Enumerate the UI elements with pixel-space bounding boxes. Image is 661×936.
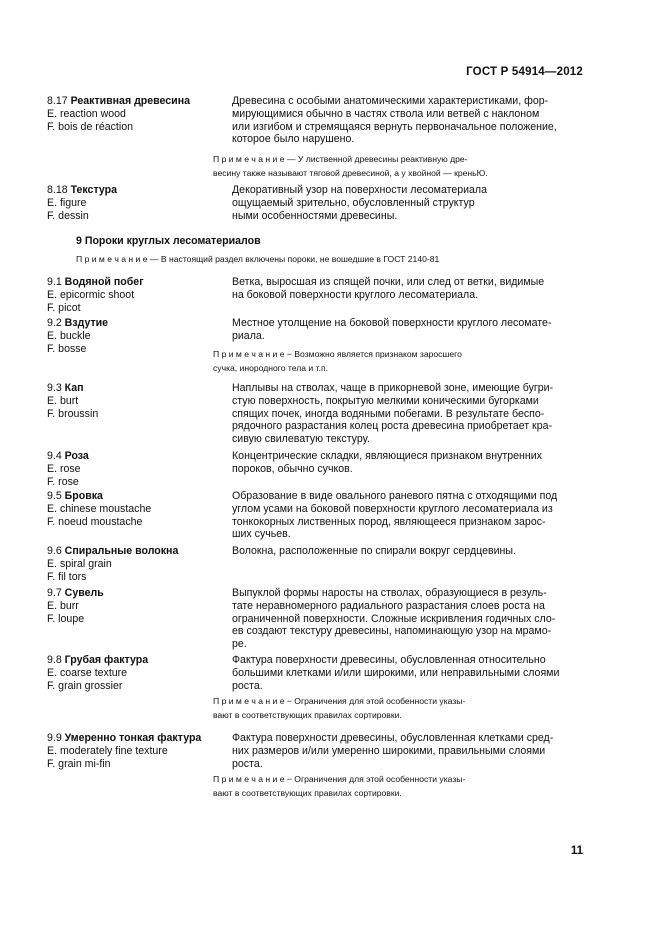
term-definition: [232, 276, 582, 302]
term-number: 8.17: [47, 95, 71, 107]
term-name: Умеренно тонкая фактура: [64, 732, 202, 744]
term-block: [47, 545, 227, 583]
definition-line: на боковой поверхности круглого лесоматериала.: [232, 288, 479, 301]
term-definition: [232, 732, 582, 770]
definition-line: ощущаемый зрительно, обусловленный структур: [232, 196, 475, 209]
term-number: 9.8: [47, 654, 65, 666]
section-title: 9 Пороки круглых лесоматериалов: [76, 235, 261, 247]
term-french: F. bois de réaction: [47, 120, 133, 133]
note-line: П р и м е ч а н и е − Возможно является признаком заросшего: [213, 349, 462, 359]
definition-line: ших сучьев.: [232, 528, 291, 541]
note-line: П р и м е ч а н и е — У лиственной древесины реактивную дре-: [213, 154, 468, 164]
term-name: Спиральные волокна: [64, 545, 179, 557]
term-block: [47, 654, 227, 692]
term-name: Роза: [64, 450, 89, 462]
term-block: [47, 450, 227, 488]
definition-line: мирующимися обычно в частях ствола или ветвей с наклоном: [232, 107, 540, 120]
page-header-standard: ГОСТ Р 54914—2012: [466, 66, 583, 78]
term-definition: [232, 382, 582, 446]
term-french: F. noeud moustache: [47, 515, 143, 528]
term-number: 9.1: [47, 276, 65, 288]
definition-line: Фактура поверхности древесины, обусловленная клетками сред-: [232, 732, 554, 744]
definition-line: Декоративный узор на поверхности лесоматериала: [232, 184, 488, 196]
term-block: [47, 587, 227, 625]
term-heading: [47, 490, 227, 503]
term-french: F. broussin: [47, 407, 99, 420]
term-definition: [232, 654, 582, 692]
term-number: 9.6: [47, 545, 65, 557]
term-french: F. grain mi-fin: [47, 757, 111, 770]
term-note: [213, 347, 538, 375]
term-french: F. dessin: [47, 209, 89, 222]
term-note: [213, 152, 538, 180]
term-heading: [47, 654, 227, 667]
term-heading: [47, 184, 227, 197]
definition-line: тате неравномерного радиального разрастания слоев роста на: [232, 599, 545, 612]
section-note: П р и м е ч а н и е — В настоящий раздел включены пороки, не вошедшие в ГОСТ 2140-81: [76, 254, 440, 264]
term-french: F. fil tors: [47, 570, 87, 583]
definition-line: Наплывы на стволах, чаще в прикорневой зоне, имеющие бугри-: [232, 382, 554, 394]
definition-line: них размеров и/или умеренно широкими, правильными слоями: [232, 744, 546, 757]
term-name: Текстура: [70, 184, 118, 196]
term-english: E. moderately fine texture: [47, 744, 168, 757]
term-heading: [47, 587, 227, 600]
term-heading: [47, 317, 227, 330]
term-english: E. chinese moustache: [47, 502, 152, 515]
term-definition: [232, 317, 582, 343]
note-line: сучка, инородного тела и т.п.: [213, 363, 329, 373]
term-block: [47, 732, 227, 770]
term-name: Бровка: [64, 490, 103, 502]
term-english: E. spiral grain: [47, 557, 112, 570]
term-block: [47, 184, 227, 222]
term-english: E. epicormic shoot: [47, 288, 135, 301]
term-number: 9.9: [47, 732, 65, 744]
definition-line: Выпуклой формы наросты на стволах, образующиеся в резуль-: [232, 587, 547, 599]
term-english: E. reaction wood: [47, 107, 126, 120]
term-block: [47, 382, 227, 420]
term-english: E. burt: [47, 394, 79, 407]
term-number: 9.4: [47, 450, 65, 462]
term-english: E. buckle: [47, 329, 91, 342]
term-heading: [47, 545, 227, 558]
definition-line: которое было нарушено.: [232, 133, 355, 146]
definition-line: Древесина с особыми анатомическими характеристиками, фор-: [232, 95, 549, 107]
term-english: E. figure: [47, 196, 87, 209]
term-number: 9.7: [47, 587, 65, 599]
definition-line: роста.: [232, 679, 263, 692]
term-french: F. rose: [47, 475, 79, 488]
definition-line: ограниченной поверхности. Сложные искривления годичных сло-: [232, 612, 556, 625]
definition-line: или изгибом и стремящаяся вернуть первоначальное положение,: [232, 120, 557, 133]
term-name: Вздутие: [64, 317, 109, 329]
definition-line: Фактура поверхности древесины, обусловленная относительно: [232, 654, 546, 666]
note-line: П р и м е ч а н и е − Ограничения для этой особенности указы-: [213, 774, 466, 784]
definition-line: Местное утолщение на боковой поверхности круглого лесомате-: [232, 317, 552, 329]
term-heading: [47, 450, 227, 463]
term-definition: [232, 545, 582, 558]
term-heading: [47, 732, 227, 745]
term-name: Сувель: [64, 587, 104, 599]
term-name: Реактивная древесина: [70, 95, 190, 107]
term-french: F. loupe: [47, 612, 85, 625]
term-definition: [232, 184, 582, 222]
definition-line: стую поверхность, покрытую мелкими коническими бугорками: [232, 394, 539, 407]
term-block: [47, 95, 227, 133]
term-definition: [232, 587, 582, 651]
note-line: П р и м е ч а н и е − Ограничения для этой особенности указы-: [213, 696, 466, 706]
definition-line: роста.: [232, 757, 263, 770]
page-number: 11: [570, 845, 583, 857]
term-name: Водяной побег: [64, 276, 144, 288]
term-heading: [47, 95, 227, 108]
term-number: 8.18: [47, 184, 71, 196]
definition-line: Ветка, выросшая из спящей почки, или след от ветки, видимые: [232, 276, 545, 288]
note-line: весину также называют тяговой древесиной, а у хвойной — креньЮ.: [213, 168, 488, 178]
term-heading: [47, 382, 227, 395]
term-name: Грубая фактура: [64, 654, 149, 666]
term-number: 9.3: [47, 382, 65, 394]
term-french: F. bosse: [47, 342, 87, 355]
definition-line: ными особенностями древесины.: [232, 209, 398, 222]
term-heading: [47, 276, 227, 289]
definition-line: пороков, обычно сучков.: [232, 462, 353, 475]
term-definition: [232, 450, 582, 476]
term-english: E. burr: [47, 599, 79, 612]
definition-line: рядочного разрастания колец роста древесина приобретает кра-: [232, 420, 553, 433]
note-line: вают в соответствующих правилах сортировки.: [213, 710, 402, 720]
definition-line: тонкокорных лиственных пород, являющееся признаком зарос-: [232, 515, 546, 528]
definition-line: спящих почек, иногда водяными побегами. В результате беспо-: [232, 407, 545, 420]
term-english: E. rose: [47, 462, 81, 475]
term-block: [47, 490, 227, 528]
term-definition: [232, 490, 582, 541]
definition-line: сивую свилеватую текстуру.: [232, 433, 370, 446]
definition-line: углом усами на боковой поверхности круглого лесоматериала из: [232, 502, 553, 515]
term-definition: [232, 95, 582, 146]
term-block: [47, 317, 227, 355]
definition-line: ре.: [232, 638, 247, 651]
term-english: E. coarse texture: [47, 666, 128, 679]
term-block: [47, 276, 227, 314]
definition-line: риала.: [232, 329, 265, 342]
term-french: F. grain grossier: [47, 679, 123, 692]
definition-line: ев создают текстуру древесины, напоминающую узор на мрамо-: [232, 625, 552, 638]
term-number: 9.5: [47, 490, 65, 502]
definition-line: Волокна, расположенные по спирали вокруг сердцевины.: [232, 545, 516, 557]
definition-line: большими клетками и/или широкими, или неправильными слоями: [232, 666, 560, 679]
term-name: Кап: [64, 382, 84, 394]
definition-line: Образование в виде овального раневого пятна с отходящими под: [232, 490, 558, 502]
term-note: [213, 772, 538, 800]
term-number: 9.2: [47, 317, 65, 329]
note-line: вают в соответствующих правилах сортировки.: [213, 788, 402, 798]
definition-line: Концентрические складки, являющиеся признаком внутренних: [232, 450, 542, 462]
term-note: [213, 694, 538, 722]
term-french: F. picot: [47, 301, 81, 314]
